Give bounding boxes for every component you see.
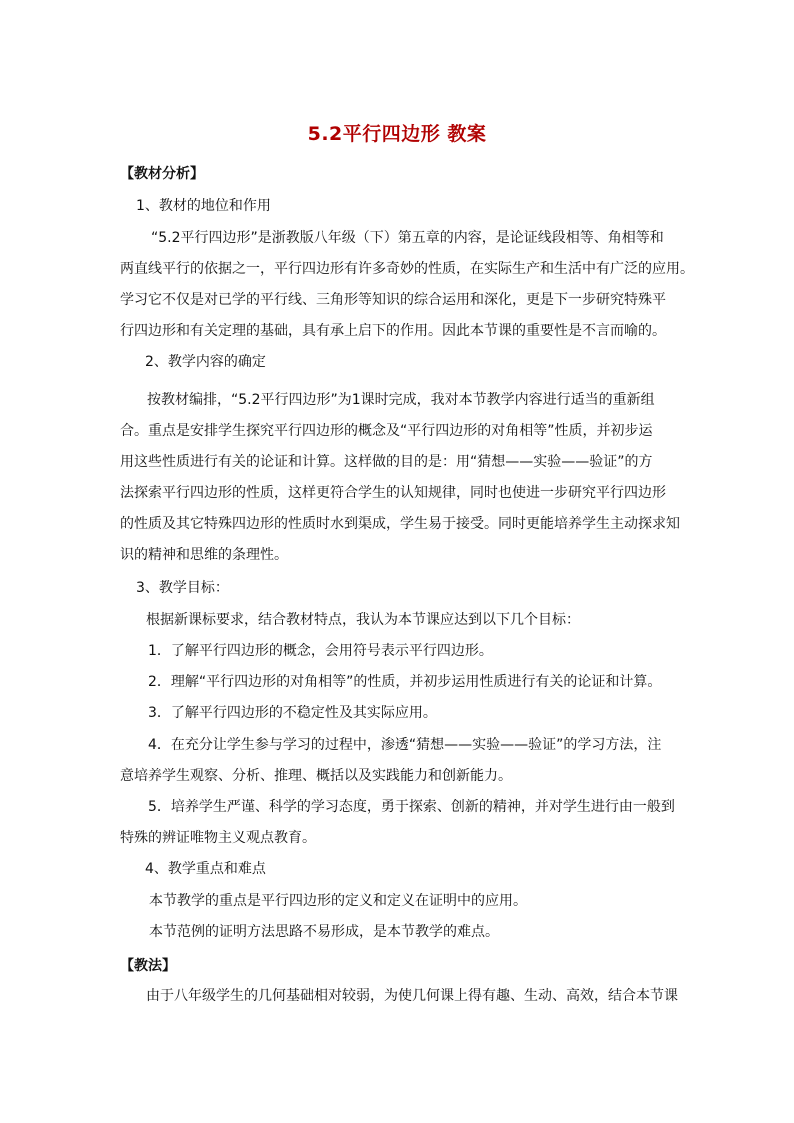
paragraph-line: 本节教学的重点是平行四边形的定义和定义在证明中的应用。: [149, 893, 527, 909]
paragraph-line: 的性质及其它特殊四边形的性质时水到渠成，学生易于接受。同时更能培养学生主动探求知: [120, 516, 680, 532]
paragraph-line: “5.2平行四边形”是浙教版八年级（下）第五章的内容，是论证线段相等、角相等和: [151, 230, 664, 246]
paragraph-line: 由于八年级学生的几何基础相对较弱，为使几何课上得有趣、生动、高效，结合本节课: [146, 988, 678, 1004]
page-title: 5.2平行四边形 教案: [307, 123, 487, 145]
paragraph-line: 按教材编排，“5.2平行四边形”为1课时完成，我对本节教学内容进行适当的重新组: [147, 392, 655, 408]
paragraph-line: 本节范例的证明方法思路不易形成，是本节教学的难点。: [149, 924, 499, 940]
goal-item: 3．了解平行四边形的不稳定性及其实际应用。: [148, 705, 437, 721]
goal-item: 意培养学生观察、分析、推理、概括以及实践能力和创新能力。: [120, 768, 512, 784]
goal-item: 2．理解“平行四边形的对角相等”的性质，并初步运用性质进行有关的论证和计算。: [148, 674, 662, 690]
section-heading-analysis: 【教材分析】: [120, 166, 204, 182]
subsection-heading-1: 1、教材的地位和作用: [136, 198, 271, 214]
paragraph-line: 用这些性质进行有关的论证和计算。这样做的目的是：用“猜想——实验——验证”的方: [120, 454, 653, 470]
section-heading-method: 【教法】: [120, 958, 176, 974]
goal-item: 5．培养学生严谨、科学的学习态度，勇于探索、创新的精神，并对学生进行由一般到: [148, 799, 675, 815]
goal-item: 4．在充分让学生参与学习的过程中，渗透“猜想——实验——验证”的学习方法，注: [148, 737, 662, 753]
paragraph-line: 法探索平行四边形的性质，这样更符合学生的认知规律，同时也使进一步研究平行四边形: [120, 485, 666, 501]
paragraph-line: 合。重点是安排学生探究平行四边形的概念及“平行四边形的对角相等”性质，并初步运: [120, 423, 653, 439]
paragraph-line: 行四边形和有关定理的基础，具有承上启下的作用。因此本节课的重要性是不言而喻的。: [120, 323, 666, 339]
subsection-heading-2: 2、教学内容的确定: [145, 354, 266, 370]
paragraph-line: 识的精神和思维的条理性。: [120, 547, 288, 563]
subsection-heading-4: 4、教学重点和难点: [145, 861, 266, 877]
goal-item: 特殊的辨证唯物主义观点教育。: [120, 830, 316, 846]
paragraph-line: 根据新课标要求，结合教材特点，我认为本节课应达到以下几个目标：: [146, 612, 580, 628]
paragraph-line: 学习它不仅是对已学的平行线、三角形等知识的综合运用和深化，更是下一步研究特殊平: [120, 292, 666, 308]
paragraph-line: 两直线平行的依据之一，平行四边形有许多奇妙的性质，在实际生产和生活中有广泛的应用。: [120, 261, 694, 277]
subsection-heading-3: 3、教学目标：: [136, 580, 229, 596]
goal-item: 1．了解平行四边形的概念，会用符号表示平行四边形。: [148, 643, 493, 659]
